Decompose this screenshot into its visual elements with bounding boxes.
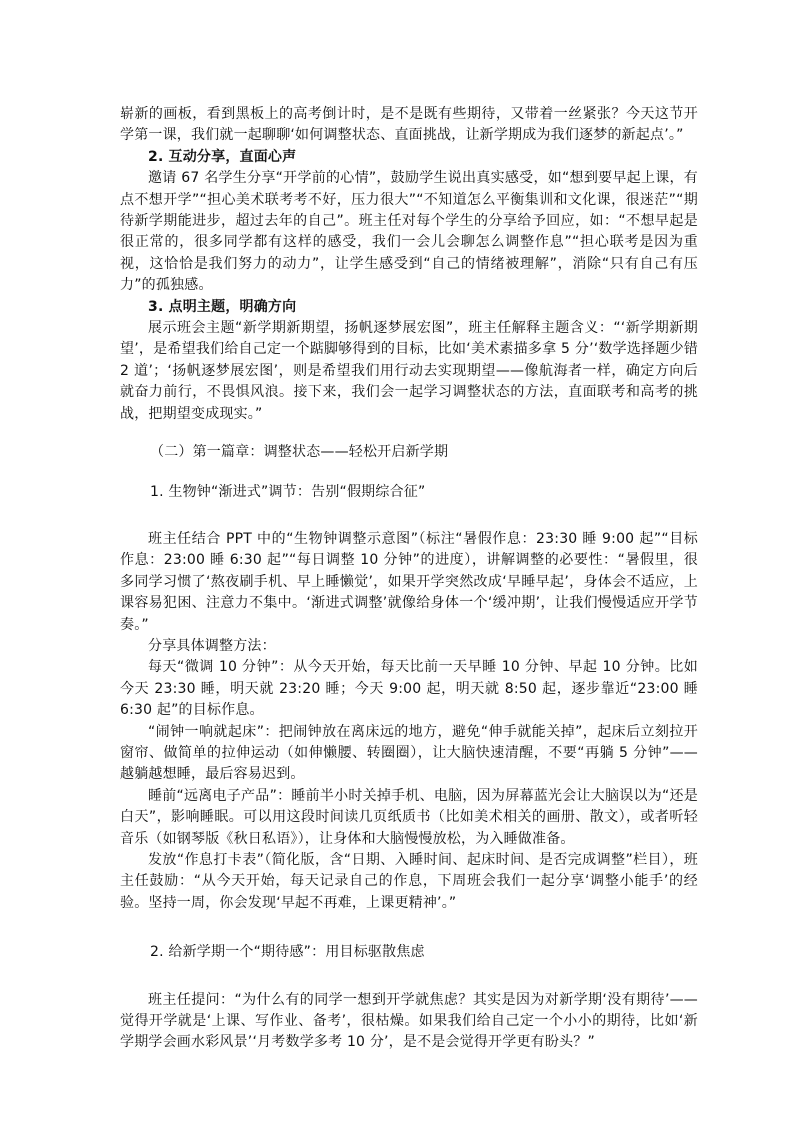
paragraph-method-alarm: “闹钟一响就起床”：把闹钟放在离床远的地方，避免“伸手就能关掉”，起床后立刻拉开窗帘、做简单的拉伸运动（如伸懒腰、转圈圈），让大脑快速清醒，不要“再躺 5 分钟”——越躺越想睡，最后容易迟到。 xyxy=(120,723,698,783)
paragraph-expectation: 班主任提问：“为什么有的同学一想到开学就焦虑？其实是因为对新学期‘没有期待’——觉得开学就是‘上课、写作业、备考’，很枯燥。如果我们给自己定一个小小的期待，比如‘新学期学会画水彩风景’‘月考数学多考 10 分’，是不是会觉得开学更有盼头？” xyxy=(120,991,698,1051)
heading-theme: 3. 点明主题，明确方向 xyxy=(148,298,297,315)
subheading-expectation: 2. 给新学期一个“期待感”：用目标驱散焦虑 xyxy=(150,944,425,961)
heading-interactive-share: 2. 互动分享，直面心声 xyxy=(148,148,297,165)
paragraph-method-no-screens: 睡前“远离电子产品”：睡前半小时关掉手机、电脑，因为屏幕蓝光会让大脑误以为“还是白天”，影响睡眠。可以用这段时间读几页纸质书（比如美术相关的画册、散文），或者听轻音乐（如钢琴版《秋日私语》），让身体和大脑慢慢放松，为入睡做准备。 xyxy=(120,787,698,847)
paragraph-method-adjust: 每天“微调 10 分钟”：从今天开始，每天比前一天早睡 10 分钟、早起 10 分钟。比如今天 23:30 睡，明天就 23:20 睡；今天 9:00 起，明天就 8:50 起，逐步靠近“23:00 睡 6:30 起”的目标作息。 xyxy=(120,659,698,719)
section-title-chapter-one: （二）第一篇章：调整状态——轻松开启新学期 xyxy=(150,444,449,461)
paragraph-checkin-sheet: 发放“作息打卡表”（简化版，含“日期、入睡时间、起床时间、是否完成调整”栏目），班主任鼓励：“从今天开始，每天记录自己的作息，下周班会我们一起分享‘调整小能手’的经验。坚持一周，你会发现‘早起不再难，上课更精神’。” xyxy=(120,852,698,911)
paragraph-intro-end: 崭新的画板，看到黑板上的高考倒计时，是不是既有些期待，又带着一丝紧张？今天这节开学第一课，我们就一起聊聊‘如何调整状态、直面挑战，让新学期成为我们逐梦的新起点’。” xyxy=(120,106,698,144)
document-page xyxy=(120,104,698,1054)
subheading-biological-clock: 1. 生物钟“渐进式”调节：告别“假期综合征” xyxy=(150,483,426,500)
paragraph-theme: 展示班会主题“新学期新期望，扬帆逐梦展宏图”，班主任解释主题含义：“‘新学期新期望’，是希望我们给自己定一个踮脚够得到的目标，比如‘美术素描多拿 5 分’‘数学选择题少错 2 道’；‘扬帆逐梦展宏图’，则是希望我们用行动去实现期望——像航海者一样，确定方向后就奋力前行，不畏惧风浪。接下来，我们会一起学习调整状态的方法，直面联考和高考的挑战，把期望变成现实。” xyxy=(120,320,698,422)
paragraph-share: 邀请 67 名学生分享“开学前的心情”，鼓励学生说出真实感受，如“想到要早起上课，有点不想开学”“担心美术联考考不好，压力很大”“不知道怎么平衡集训和文化课，很迷茫”“期待新学期能进步，超过去年的自己”。班主任对每个学生的分享给予回应，如：“不想早起是很正常的，很多同学都有这样的感受，我们一会儿会聊怎么调整作息”“担心联考是因为重视，这恰恰是我们努力的动力”，让学生感受到“自己的情绪被理解”，消除“只有自己有压力”的孤独感。 xyxy=(120,170,698,294)
paragraph-clock-intro: 班主任结合 PPT 中的“生物钟调整示意图”（标注“暑假作息：23:30 睡 9:00 起”“目标作息：23:00 睡 6:30 起”“每日调整 10 分钟”的进度），讲解调整的必要性：“暑假里，很多同学习惯了‘熬夜刷手机、早上睡懒觉’，如果开学突然改成‘早睡早起’，身体会不适应，上课容易犯困、注意力不集中。‘渐进式调整’就像给身体一个‘缓冲期’，让我们慢慢适应开学节奏。” xyxy=(120,530,698,633)
paragraph-methods-intro: 分享具体调整方法： xyxy=(148,637,276,654)
